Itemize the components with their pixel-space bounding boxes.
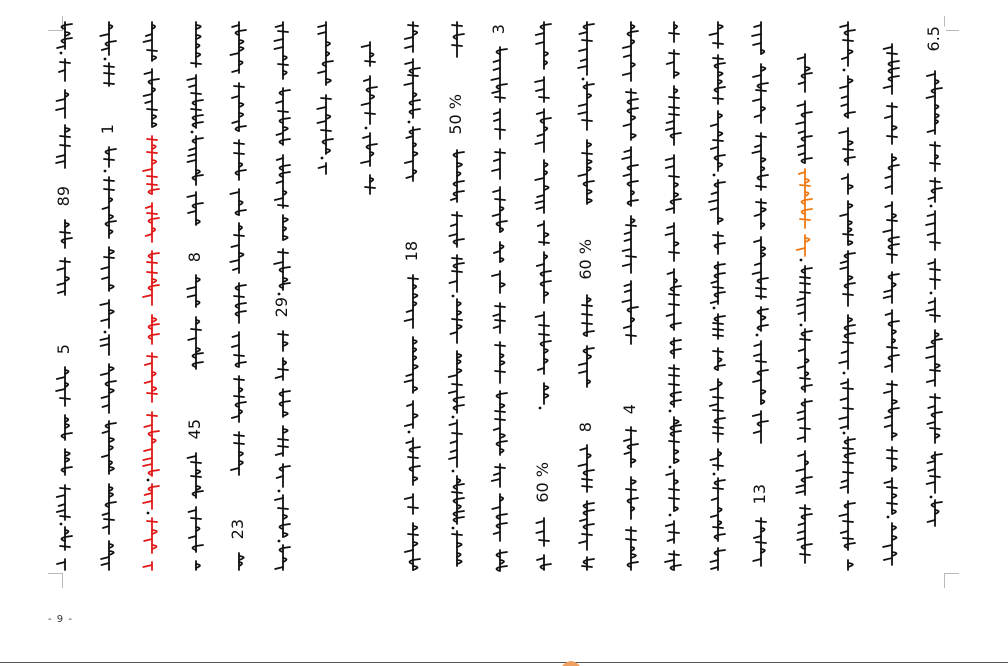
column-number: 89 — [54, 186, 76, 206]
script-glyph-strokes — [183, 14, 209, 570]
column-number: 18 — [402, 241, 424, 261]
script-glyph-strokes — [487, 14, 513, 570]
text-column — [357, 14, 383, 570]
column-number: 3 — [489, 24, 511, 34]
text-column — [531, 14, 557, 570]
column-number: 13 — [750, 484, 772, 504]
text-column — [444, 14, 470, 570]
script-glyph-strokes — [357, 14, 383, 570]
column-number: 8 — [576, 422, 598, 432]
column-number: 4 — [620, 404, 642, 414]
crop-mark-bottom-left — [48, 573, 63, 588]
text-column — [879, 14, 905, 570]
script-glyph-strokes — [313, 14, 339, 570]
bottom-rule — [0, 662, 1008, 663]
text-column — [618, 14, 644, 570]
text-column — [139, 14, 165, 570]
text-column — [487, 14, 513, 570]
script-glyph-strokes — [226, 14, 252, 570]
text-column — [705, 14, 731, 570]
column-number: 50 % — [446, 94, 468, 135]
script-glyph-strokes — [922, 14, 948, 570]
text-column — [270, 14, 296, 570]
column-number: 60 % — [576, 239, 598, 280]
text-column — [574, 14, 600, 570]
column-number: 6.5 — [924, 26, 946, 51]
script-glyph-strokes — [661, 14, 687, 570]
script-glyph-strokes — [96, 14, 122, 570]
column-number: 5 — [54, 344, 76, 354]
text-column — [922, 14, 948, 570]
script-glyph-strokes — [792, 14, 818, 570]
script-glyph-strokes — [835, 14, 861, 570]
script-glyph-strokes — [52, 14, 78, 570]
bottom-marker — [560, 656, 582, 666]
text-column — [835, 14, 861, 570]
page-number: - 9 - — [48, 614, 73, 625]
script-glyph-strokes — [879, 14, 905, 570]
text-column — [400, 14, 426, 570]
script-glyph-strokes — [139, 14, 165, 570]
column-number: 60 % — [533, 462, 555, 503]
script-glyph-strokes — [574, 14, 600, 570]
script-glyph-strokes — [400, 14, 426, 570]
vertical-text-body — [52, 14, 948, 570]
text-column — [96, 14, 122, 570]
text-column — [748, 14, 774, 570]
column-number: 29 — [272, 297, 294, 317]
column-number: 45 — [185, 419, 207, 439]
column-number: 1 — [98, 124, 120, 134]
crop-mark-bottom-right — [944, 573, 959, 588]
text-column — [52, 14, 78, 570]
script-glyph-strokes — [270, 14, 296, 570]
text-column — [183, 14, 209, 570]
text-column — [661, 14, 687, 570]
script-glyph-strokes — [705, 14, 731, 570]
column-number: 23 — [228, 519, 250, 539]
column-number: 8 — [185, 252, 207, 262]
script-glyph-strokes — [618, 14, 644, 570]
text-column — [313, 14, 339, 570]
text-column — [792, 14, 818, 570]
text-column — [226, 14, 252, 570]
